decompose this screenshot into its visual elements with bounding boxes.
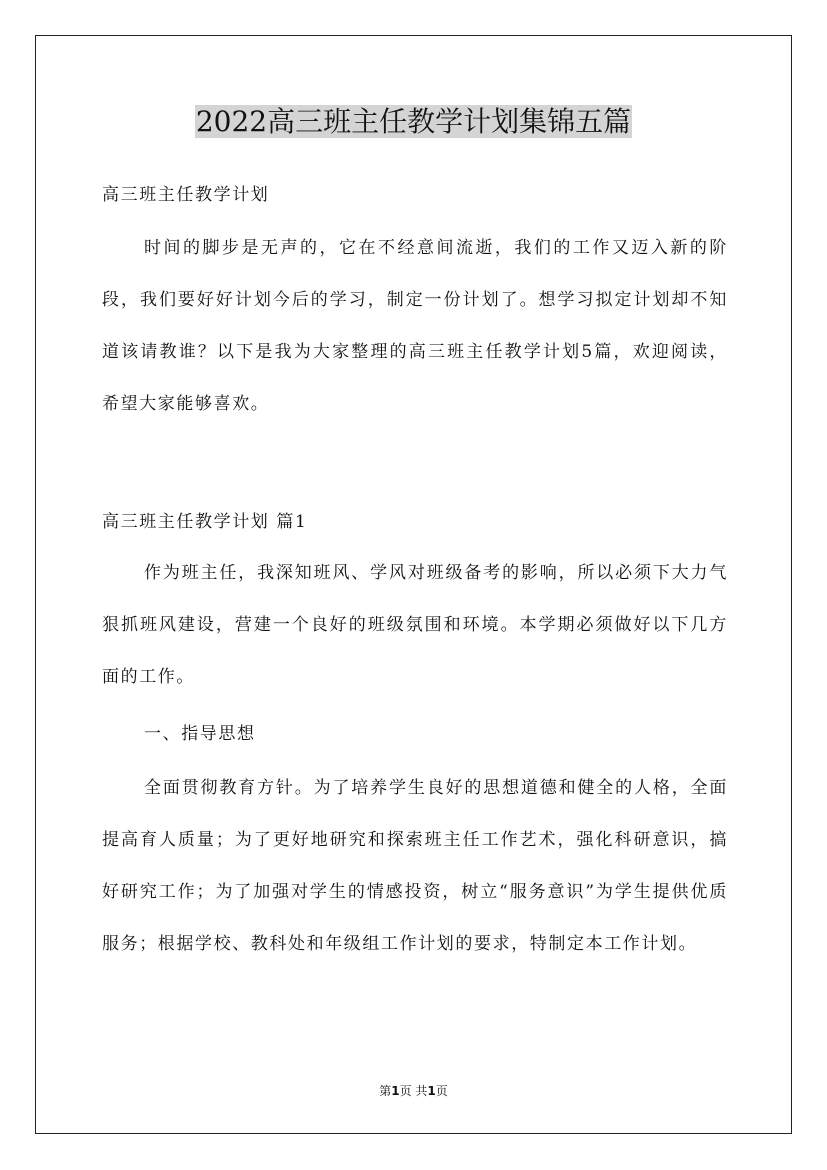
guiding-ideology-paragraph: 全面贯彻教育方针。为了培养学生良好的思想道德和健全的人格，全面提高育人质量；为了更好地研究和探索班主任工作艺术，强化科研意识，搞好研究工作；为了加强对学生的情感投资，树立“服务意识”为学生提供优质服务；根据学校、教科处和年级组工作计划的要求，特制定本工作计划。 xyxy=(102,778,728,954)
footer-page-current: 1 xyxy=(391,1084,400,1098)
document-title-text: 2022高三班主任教学计划集锦五篇 xyxy=(195,105,632,138)
intro-paragraph: 时间的脚步是无声的，它在不经意间流逝，我们的工作又迈入新的阶段，我们要好好计划今后的学习，制定一份计划了。想学习拟定计划却不知道该请教谁？以下是我为大家整理的高三班主任教学计划5篇，欢迎阅读，希望大家能够喜欢。 xyxy=(102,238,728,414)
section1-paragraph: 作为班主任，我深知班风、学风对班级备考的影响，所以必须下大力气狠抓班风建设，营建一个良好的班级氛围和环境。本学期必须做好以下几方面的工作。 xyxy=(102,563,728,687)
document-title xyxy=(0,100,827,144)
footer-page-mid: 页 共 xyxy=(399,1084,428,1098)
footer-page-prefix: 第 xyxy=(379,1084,392,1098)
section1-heading: 高三班主任教学计划 篇1 xyxy=(102,512,308,532)
footer-page-suffix: 页 xyxy=(435,1084,448,1098)
footer-page-total: 1 xyxy=(427,1084,436,1098)
subheading-guiding-ideology: 一、指导思想 xyxy=(144,724,256,744)
intro-heading: 高三班主任教学计划 xyxy=(102,185,270,205)
page-footer xyxy=(0,1081,827,1101)
